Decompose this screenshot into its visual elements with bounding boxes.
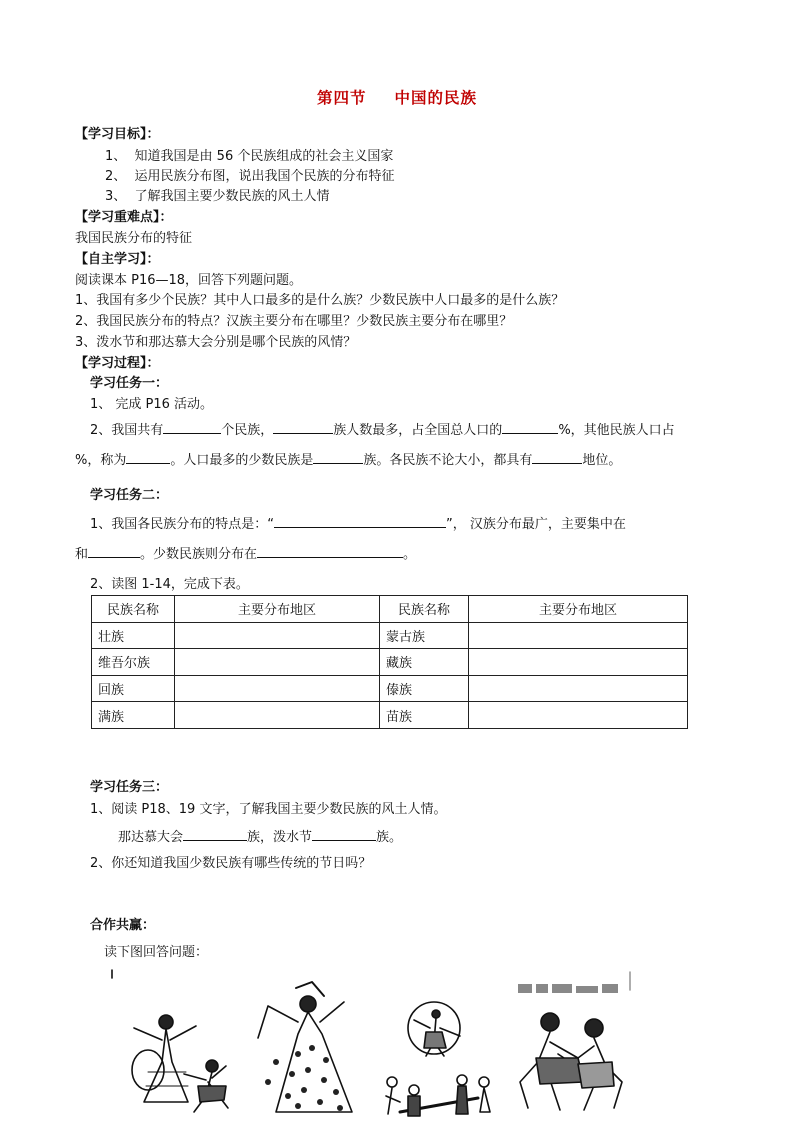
table-header: 主要分布地区	[469, 596, 688, 623]
section-number: 第四节	[316, 88, 367, 107]
region-cell[interactable]	[469, 622, 688, 649]
ethnic-name-cell: 傣族	[380, 675, 469, 702]
task3-item1: 1、阅读 P18、19 文字，了解我国主要少数民族的风土人情。	[90, 802, 447, 817]
region-cell[interactable]	[175, 675, 380, 702]
self-study-question: 1、我国有多少个民族？其中人口最多的是什么族？少数民族中人口最多的是什么族？	[75, 293, 565, 308]
objective-item: 3、 了解我国主要少数民族的风土人情	[105, 189, 330, 204]
self-study-intro: 阅读课本 P16—18，回答下列题问题。	[75, 273, 303, 288]
region-cell[interactable]	[469, 702, 688, 729]
self-study-question: 3、泼水节和那达慕大会分别是哪个民族的风情？	[75, 335, 357, 350]
leaping-performer-figure	[386, 1002, 490, 1116]
region-cell[interactable]	[175, 622, 380, 649]
table-row	[92, 622, 688, 649]
region-cell[interactable]	[469, 675, 688, 702]
blank-field[interactable]	[532, 451, 582, 464]
scan-label-mark	[518, 984, 618, 993]
table-header: 民族名称	[92, 596, 175, 623]
blank-field[interactable]	[502, 421, 558, 434]
objective-item: 1、 知道我国是由 56 个民族组成的社会主义国家	[105, 149, 394, 164]
task1-item2-line1: 2、我国共有 个民族， 族人数最多，占全国总人口的 %，其他民族人口占	[90, 423, 675, 438]
chapter-name: 中国的民族	[394, 88, 478, 107]
task3-heading: 学习任务三：	[90, 780, 169, 795]
distribution-table	[91, 595, 688, 729]
process-heading: 【学习过程】：	[75, 356, 160, 371]
cooperation-instruction: 读下图回答问题：	[104, 945, 209, 960]
task2-item1-line1: 1、我国各民族分布的特点是：“ ”， 汉族分布最广，主要集中在	[90, 517, 626, 532]
ethnic-customs-illustration	[108, 962, 644, 1123]
blank-field[interactable]	[183, 828, 247, 841]
table-header: 民族名称	[380, 596, 469, 623]
key-points-heading: 【学习重难点】：	[75, 210, 173, 225]
table-row	[92, 675, 688, 702]
task2-item2: 2、读图 1-14，完成下表。	[90, 577, 249, 592]
task3-item2: 2、你还知道我国少数民族有哪些传统的节日吗？	[90, 856, 372, 871]
task3-fill: 那达慕大会 族，泼水节 族。	[118, 830, 403, 845]
self-study-question: 2、我国民族分布的特点？汉族主要分布在哪里？少数民族主要分布在哪里？	[75, 314, 513, 329]
table-row	[92, 702, 688, 729]
self-study-heading: 【自主学习】：	[75, 252, 160, 267]
task1-item2-line2: %，称为 。人口最多的少数民族是 族。各民族不论大小，都具有 地位。	[75, 453, 622, 468]
table-header: 主要分布地区	[175, 596, 380, 623]
ethnic-name-cell: 蒙古族	[380, 622, 469, 649]
wrestlers-figure	[520, 1013, 622, 1110]
ethnic-name-cell: 藏族	[380, 649, 469, 676]
objectives-heading: 【学习目标】：	[75, 127, 160, 142]
blank-field[interactable]	[126, 451, 170, 464]
task2-item1-line2: 和 。少数民族则分布在 。	[75, 547, 417, 562]
blank-field[interactable]	[312, 828, 376, 841]
key-points-text: 我国民族分布的特征	[75, 231, 193, 246]
ethnic-name-cell: 维吾尔族	[92, 649, 175, 676]
blank-field[interactable]	[274, 515, 446, 528]
ethnic-name-cell: 苗族	[380, 702, 469, 729]
blank-field[interactable]	[163, 421, 221, 434]
ethnic-name-cell: 满族	[92, 702, 175, 729]
region-cell[interactable]	[175, 649, 380, 676]
cooperation-heading: 合作共赢：	[90, 918, 156, 933]
task1-heading: 学习任务一：	[90, 376, 169, 391]
dancing-couple-figure	[132, 1015, 228, 1112]
blank-field[interactable]	[313, 451, 363, 464]
objective-item: 2、 运用民族分布图，说出我国个民族的分布特征	[105, 169, 395, 184]
spotted-skirt-dancer-figure	[258, 982, 352, 1112]
page-title	[0, 86, 794, 108]
task2-heading: 学习任务二：	[90, 488, 169, 503]
region-cell[interactable]	[469, 649, 688, 676]
ethnic-name-cell: 回族	[92, 675, 175, 702]
table-header-row	[92, 596, 688, 623]
blank-field[interactable]	[88, 545, 140, 558]
table-row	[92, 649, 688, 676]
blank-field[interactable]	[257, 545, 403, 558]
ethnic-name-cell: 壮族	[92, 622, 175, 649]
blank-field[interactable]	[273, 421, 333, 434]
region-cell[interactable]	[175, 702, 380, 729]
task1-item1: 1、 完成 P16 活动。	[90, 397, 214, 412]
